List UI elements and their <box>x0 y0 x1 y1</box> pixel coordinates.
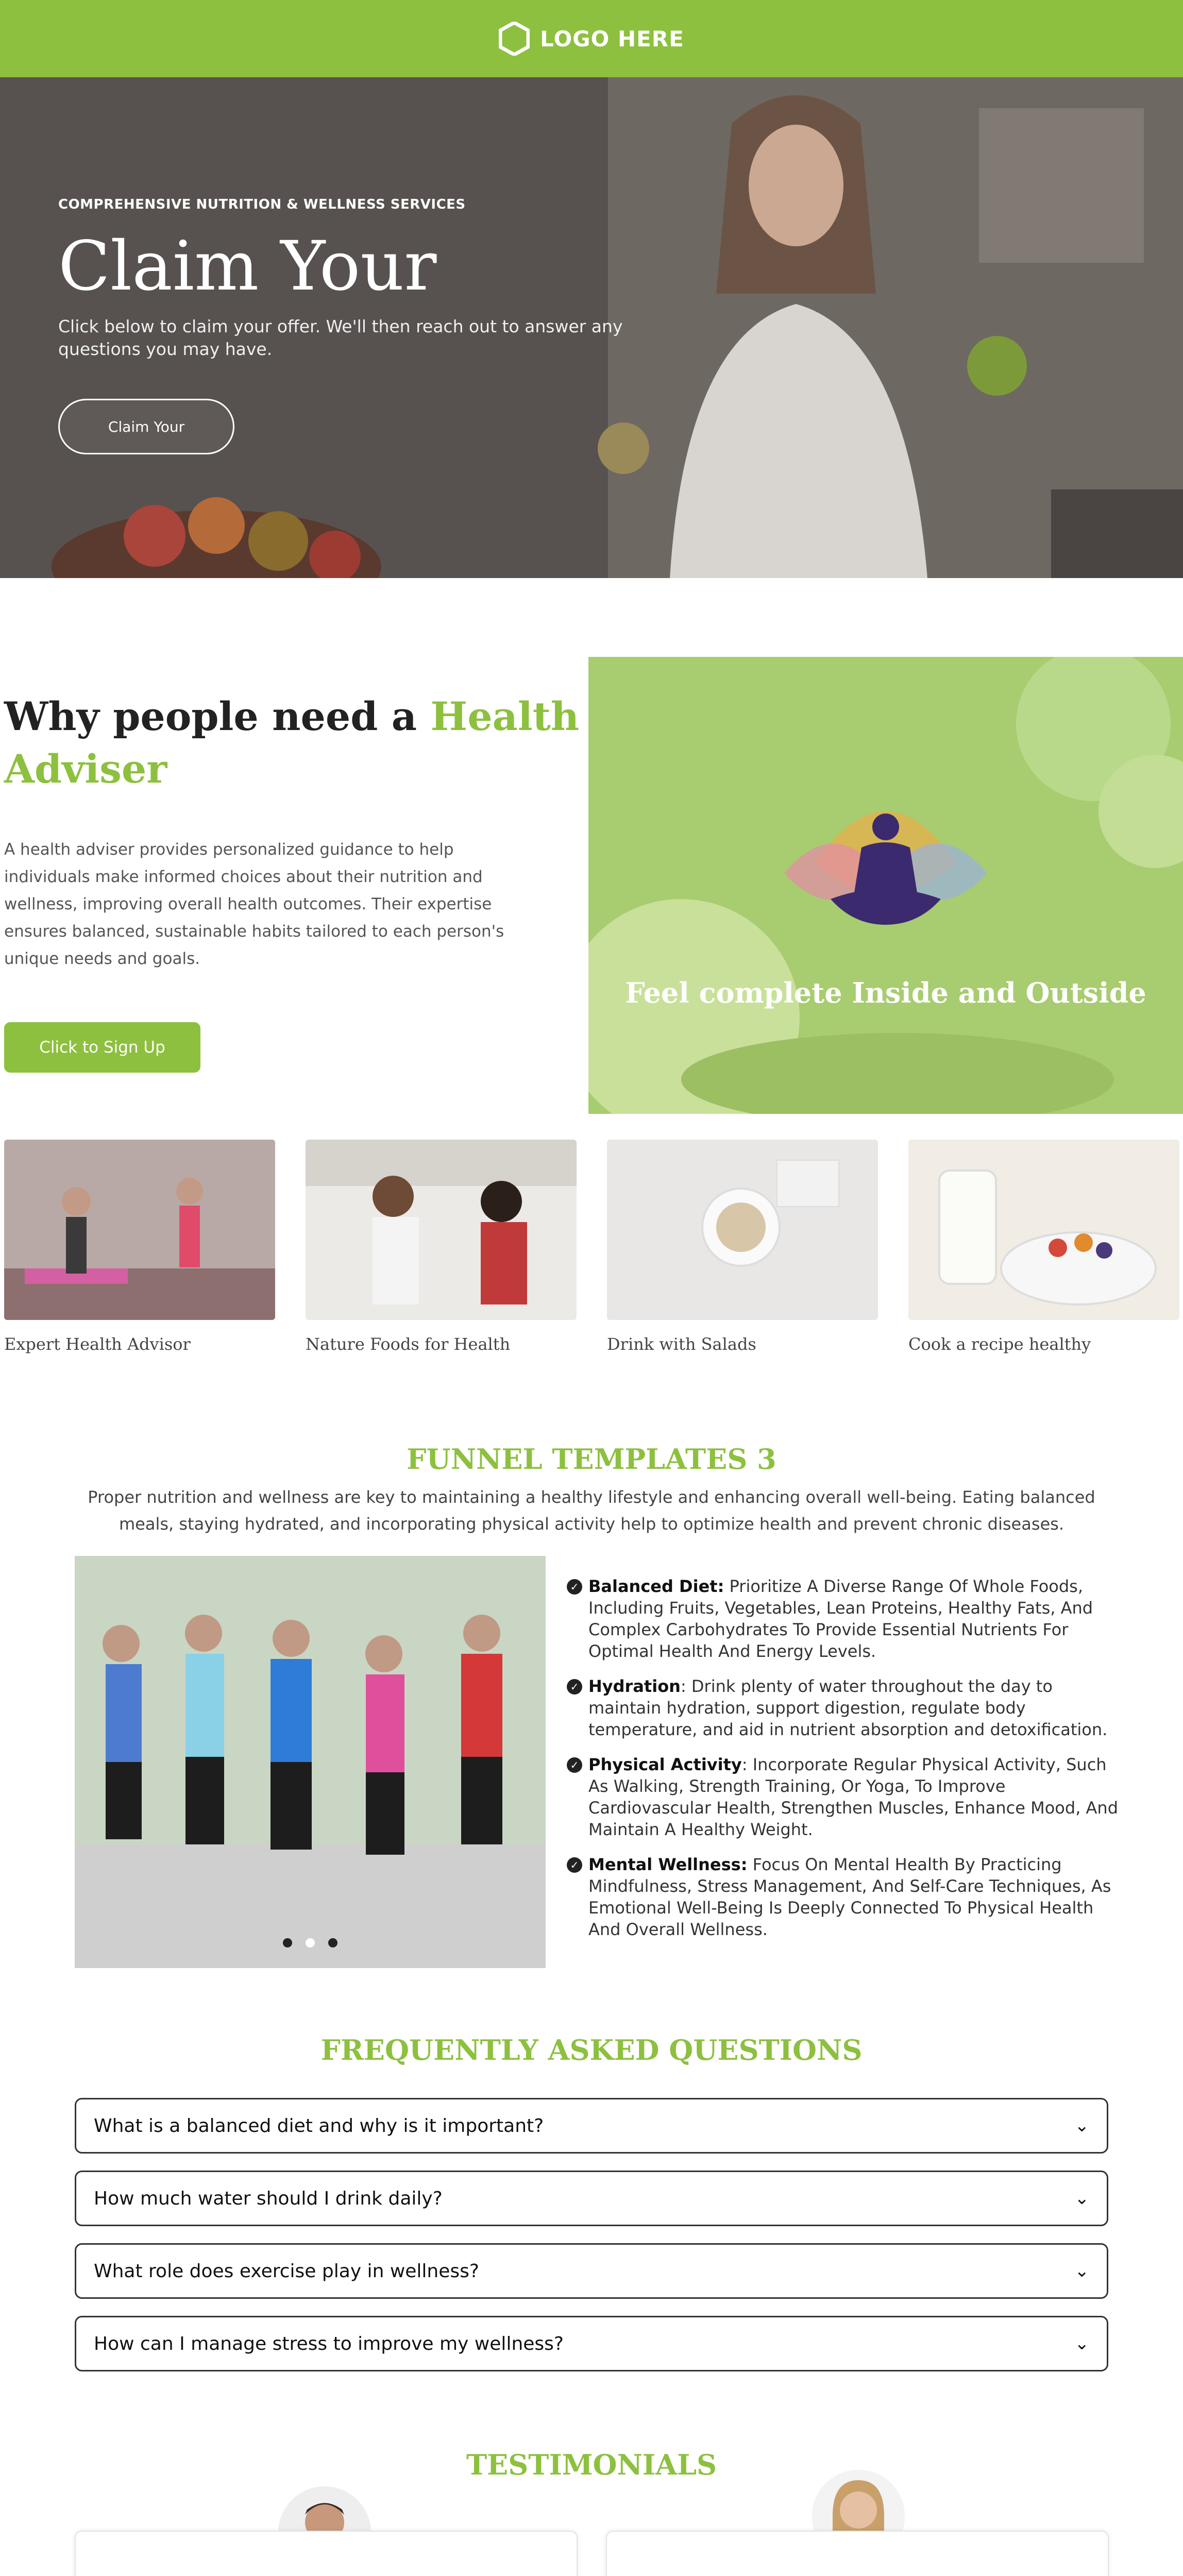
card-label: Drink with Salads <box>607 1334 756 1354</box>
why-title-highlight-2: Adviser <box>4 746 167 792</box>
runners-photo <box>75 1556 546 1968</box>
card-nature-foods[interactable] <box>306 1140 577 1354</box>
salad-yoga-illustration <box>588 657 1183 1114</box>
advisor-consultation-photo <box>306 1140 577 1320</box>
card-drink-salads[interactable] <box>607 1140 878 1354</box>
testimonials-title: TESTIMONIALS <box>466 2448 717 2481</box>
faq-question: What role does exercise play in wellness? <box>94 2260 480 2282</box>
faq-question: How much water should I drink daily? <box>94 2188 443 2209</box>
card-cook-recipe[interactable] <box>908 1140 1179 1354</box>
bullet-physical-activity: ✓ Physical Activity: Incorporate Regular Physical Activity, Such As Walking, Strength Training, Or Yoga, To Improve Cardiovascular Health, Strengthen Muscles, Enhance Mood, And Maintain A Healthy Weight. <box>567 1754 1123 1840</box>
card-label: Cook a recipe healthy <box>908 1334 1091 1354</box>
faq-question: How can I manage stress to improve my wellness? <box>94 2333 564 2354</box>
hero-eyebrow: COMPREHENSIVE NUTRITION & WELLNESS SERVICES <box>58 197 466 212</box>
wellness-bullets <box>567 1575 1123 1954</box>
faq-title: FREQUENTLY ASKED QUESTIONS <box>320 2033 863 2066</box>
hero-subtitle: Click below to claim your offer. We'll then reach out to answer any questions you may have. <box>58 316 623 359</box>
testimonial-card <box>75 2531 578 2576</box>
card-image <box>908 1140 1179 1320</box>
check-circle-icon: ✓ <box>567 1679 582 1694</box>
chevron-down-icon: ⌄ <box>1074 2188 1089 2209</box>
faq-item[interactable] <box>75 2316 1108 2371</box>
slider-dots[interactable] <box>75 1938 546 1947</box>
bowl-top-view-photo <box>607 1140 878 1320</box>
card-image <box>4 1140 275 1320</box>
slider-dot[interactable] <box>306 1938 315 1947</box>
funnel-title: FUNNEL TEMPLATES 3 <box>407 1443 776 1476</box>
hero-section <box>0 77 1183 578</box>
why-description: A health adviser provides personalized guidance to help individuals make informed choices about their nutrition and wellness, improving overall health outcomes. Their expertise ensures balanced, sustainable habits tailored to each person's unique needs and goals. <box>4 840 504 968</box>
check-circle-icon: ✓ <box>567 1579 582 1595</box>
fitness-class-photo <box>4 1140 275 1320</box>
logo-text: LOGO HERE <box>540 26 684 52</box>
slider-dot[interactable] <box>283 1938 292 1947</box>
logo-hexagon-icon <box>499 22 530 56</box>
faq-item[interactable] <box>75 2171 1108 2226</box>
faq-question: What is a balanced diet and why is it important? <box>94 2115 544 2137</box>
card-expert-advisor[interactable] <box>4 1140 275 1354</box>
bullet-hydration: ✓ Hydration: Drink plenty of water throughout the day to maintain hydration, support digestion, regulate body temperature, and aid in nutrient absorption and detoxification. <box>567 1675 1123 1740</box>
chevron-down-icon: ⌄ <box>1074 2333 1089 2354</box>
check-circle-icon: ✓ <box>567 1757 582 1773</box>
funnel-subtitle: Proper nutrition and wellness are key to maintaining a healthy lifestyle and enhancing overall well-being. Eating balanced meals, staying hydrated, and incorporating physical activity help to optimize health and prevent chronic diseases. <box>88 1487 1095 1534</box>
hero-title: Claim Your <box>58 227 437 306</box>
why-title-prefix: Why people need a <box>4 693 431 739</box>
card-label: Expert Health Advisor <box>4 1334 191 1354</box>
slider-dot[interactable] <box>328 1938 337 1947</box>
sign-up-button[interactable]: Click to Sign Up <box>4 1022 200 1073</box>
why-image-caption: Feel complete Inside and Outside <box>625 976 1146 1009</box>
feature-cards <box>0 1140 1183 1366</box>
top-bar <box>0 0 1183 77</box>
why-section-title <box>4 690 579 795</box>
testimonial-card <box>606 2531 1109 2576</box>
runners-image-slider[interactable] <box>75 1556 546 1968</box>
why-feature-image <box>588 657 1183 1114</box>
bullet-mental-wellness: ✓ Mental Wellness: Focus On Mental Health By Practicing Mindfulness, Stress Management, And Self-Care Techniques, As Emotional Well-Being Is Deeply Connected To Physical Health And Overall Wellness. <box>567 1854 1123 1940</box>
faq-item[interactable] <box>75 2098 1108 2154</box>
chevron-down-icon: ⌄ <box>1074 2115 1089 2136</box>
card-image <box>607 1140 878 1320</box>
why-title-highlight: Health <box>430 693 580 739</box>
bullet-balanced-diet: ✓ Balanced Diet: Prioritize A Diverse Range Of Whole Foods, Including Fruits, Vegetables, Lean Proteins, Healthy Fats, And Complex Carbohydrates To Provide Essential Nutrients For Optimal Health And Energy Levels. <box>567 1575 1123 1662</box>
faq-item[interactable] <box>75 2243 1108 2299</box>
card-label: Nature Foods for Health <box>306 1334 511 1354</box>
check-circle-icon: ✓ <box>567 1857 582 1873</box>
hero-claim-button[interactable]: Claim Your <box>58 399 234 454</box>
chevron-down-icon: ⌄ <box>1074 2261 1089 2281</box>
card-image <box>306 1140 577 1320</box>
yogurt-bowl-photo <box>908 1140 1179 1320</box>
